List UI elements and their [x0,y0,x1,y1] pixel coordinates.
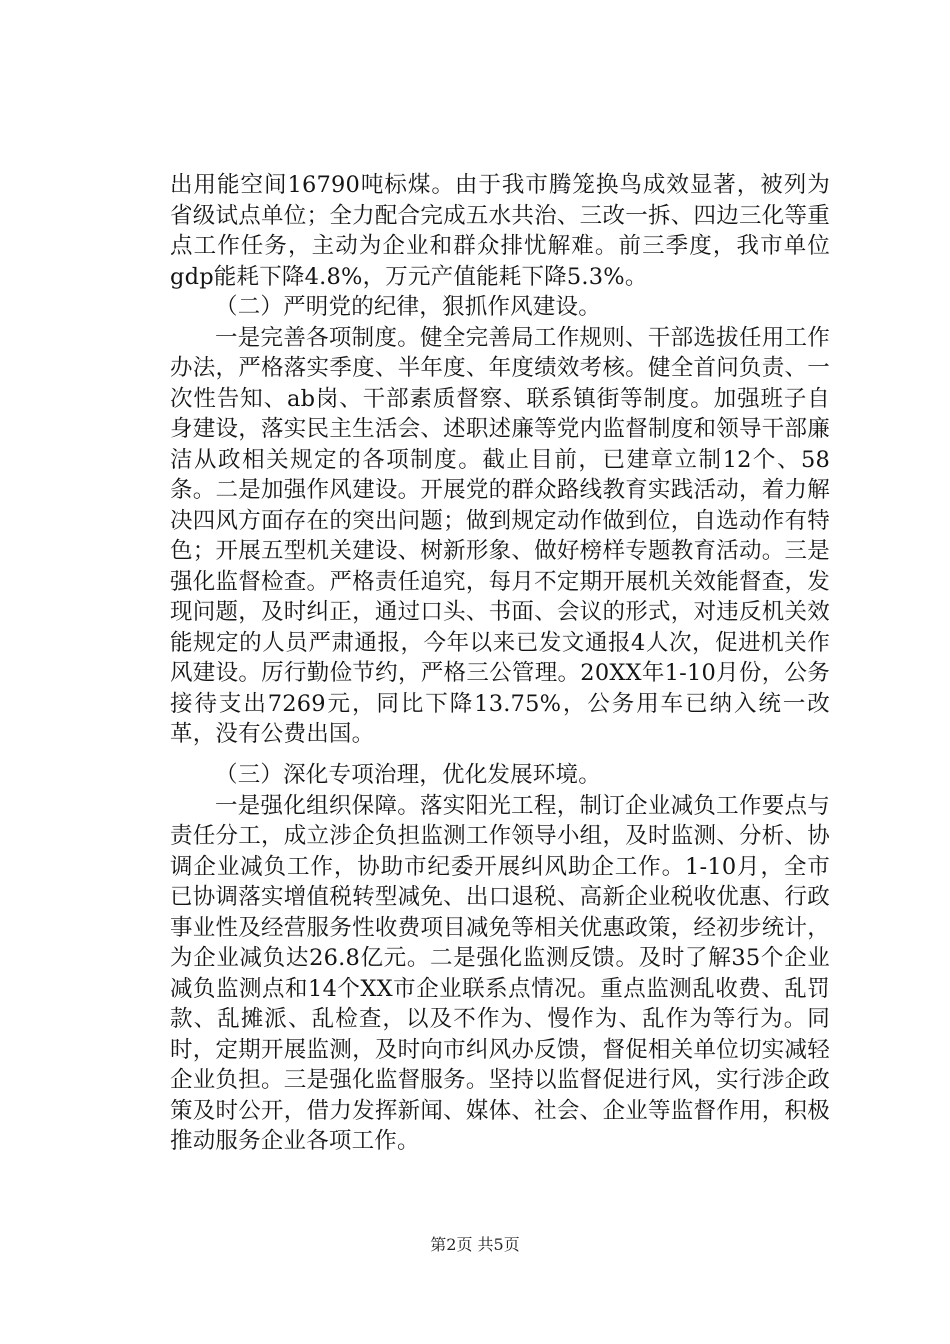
heading-special-governance: （三）深化专项治理，优化发展环境。 [215,762,601,788]
heading-party-discipline: （二）严明党的纪律，狠抓作风建设。 [215,294,601,320]
paragraph-special-governance: 一是强化组织保障。落实阳光工程，制订企业减负工作要点与责任分工，成立涉企负担监测工作领导小组，及时监测、分析、协调企业减负工作，协助市纪委开展纠风助企工作。1-10月，全市已协调落实增值税转型减免、出口退税、高新企业税收优惠、行政事业性及经营服务性收费项目减免等相关优惠政策，经初步统计，为企业减负达26.8亿元。二是强化监测反馈。及时了解35个企业减负监测点和14个XX市企业联系点情况。重点监测乱收费、乱罚款、乱摊派、乱检查，以及不作为、慢作为、乱作为等行为。同时，定期开展监测，及时向市纠风办反馈，督促相关单位切实减轻企业负担。三是强化监督服务。坚持以监督促进行风，实行涉企政策及时公开，借力发挥新闻、媒体、社会、企业等监督作用，积极推动服务企业各项工作。 [170,792,830,1154]
page-number-footer: 第2页 共5页 [430,1235,520,1254]
paragraph-energy-saving: 出用能空间16790吨标煤。由于我市腾笼换鸟成效显著，被列为省级试点单位；全力配合完成五水共治、三改一拆、四边三化等重点工作任务，主动为企业和群众排忧解难。前三季度，我市单位gdp能耗下降4.8%，万元产值能耗下降5.3%。 [170,172,830,290]
text-section-2 [170,760,830,1157]
paragraph-party-discipline: 一是完善各项制度。健全完善局工作规则、干部选拔任用工作办法，严格落实季度、半年度、年度绩效考核。健全首问负责、一次性告知、ab岗、干部素质督察、联系镇街等制度。加强班子自身建设，落实民主生活会、述职述廉等党内监督制度和领导干部廉洁从政相关规定的各项制度。截止目前，已建章立制12个、58条。二是加强作风建设。开展党的群众路线教育实践活动，着力解决四风方面存在的突出问题；做到规定动作做到位，自选动作有特色；开展五型机关建设、树新形象、做好榜样专题教育活动。三是强化监督检查。严格责任追究，每月不定期开展机关效能督查，发现问题，及时纠正，通过口头、书面、会议的形式，对违反机关效能规定的人员严肃通报，今年以来已发文通报4人次，促进机关作风建设。厉行勤俭节约，严格三公管理。20XX年1-10月份，公务接待支出7269元，同比下降13.75%，公务用车已纳入统一改革，没有公费出国。 [170,324,830,747]
text-section-1 [170,170,830,750]
